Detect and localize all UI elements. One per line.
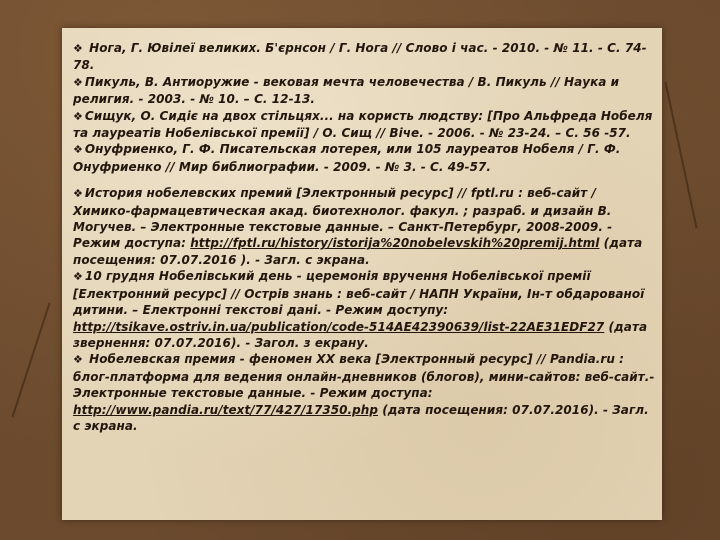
entry-onufrienko [73,141,657,175]
diamond-bullet-icon: ❖ [73,187,83,201]
entry-text: Онуфриенко, Г. Ф. Писательская лотерея, или 105 лауреатов Нобеля / Г. Ф. Онуфриенко // Мир библиографии. - 2009. - № 3. - С. 49-57. [73,142,621,174]
diamond-bullet-icon: ❖ [73,270,83,284]
diamond-bullet-icon: ❖ [73,75,83,89]
entry-text: 10 грудня Нобелівський день - церемонія вручення Нобелівської премії [Електронний ресурс] // Острів знань : веб-сайт / НАПН України, Ін-т обдарованої дитини. – Електронні текстові дані. - Режим доступу: [73,269,645,318]
diamond-bullet-icon: ❖ [73,109,83,123]
entry-text-after: (дата звернення: 07.07.2016). - Загол. з екрану. [73,319,648,350]
diamond-bullet-icon: ❖ [73,42,83,55]
entry-noga [73,40,657,74]
entry-text: История нобелевских премий [Электронный ресурс] // fptl.ru : веб-сайт / Химико-фармацевтическая акад. биотехнолог. факул. ; разраб. и дизайн В. Могучев. – Электронные текстовые данные. – Санкт-Петербург, 2008-2009. - Режим доступа: [73,186,613,251]
entry-fptl [73,185,657,268]
entry-text-after: (дата посещения: 07.07.2016). - Загл. с экрана. [73,402,649,433]
entry-text: Нога, Г. Ювілеї великих. Б'єрнсон / Г. Нога // Слово і час. - 2010. - № 11. - С. 74-78. [73,41,647,73]
entry-text: Сищук, О. Сидіє на двох стільцях... на користь людству: [Про Альфреда Нобеля та лауреатів Нобелівської премії] / О. Сищ // Віче. - 2006. - № 23-24. – С. 56 -57. [73,108,653,141]
ostriv-link[interactable]: http://tsikave.ostriv.in.ua/publication/code-514AE42390639/list-22AE31EDF27 [73,319,605,334]
background-crack [664,81,697,228]
entry-sishchuk [73,108,657,142]
diamond-bullet-icon: ❖ [73,143,83,157]
diamond-bullet-icon: ❖ [73,353,83,367]
pandia-link[interactable]: http://www.pandia.ru/text/77/427/17350.php [73,402,379,417]
entry-pandia [73,351,657,434]
entry-text: Нобелевская премия - феномен ХХ века [Электронный ресурс] // Pandia.ru : блог-платформа для ведения онлайн-дневников (блогов), мини-сайтов: веб-сайт.- Электронные текстовые данные. - Режим доступа: [73,352,655,401]
entry-text-after: (дата посещения: 07.07.2016 ). - Загл. с экрана. [73,236,643,267]
entry-text: Пикуль, В. Антиоружие - вековая мечта человечества / В. Пикуль // Наука и религия. - 2003. - № 10. – С. 12-13. [73,74,620,107]
entry-pikul [73,74,657,108]
bibliography-panel [62,28,662,520]
background-crack [12,303,51,418]
bibliography-list [73,40,657,434]
entry-ostriv [73,268,657,351]
fptl-link[interactable]: http://fptl.ru/history/istorija%20nobelevskih%20premij.html [190,236,600,251]
